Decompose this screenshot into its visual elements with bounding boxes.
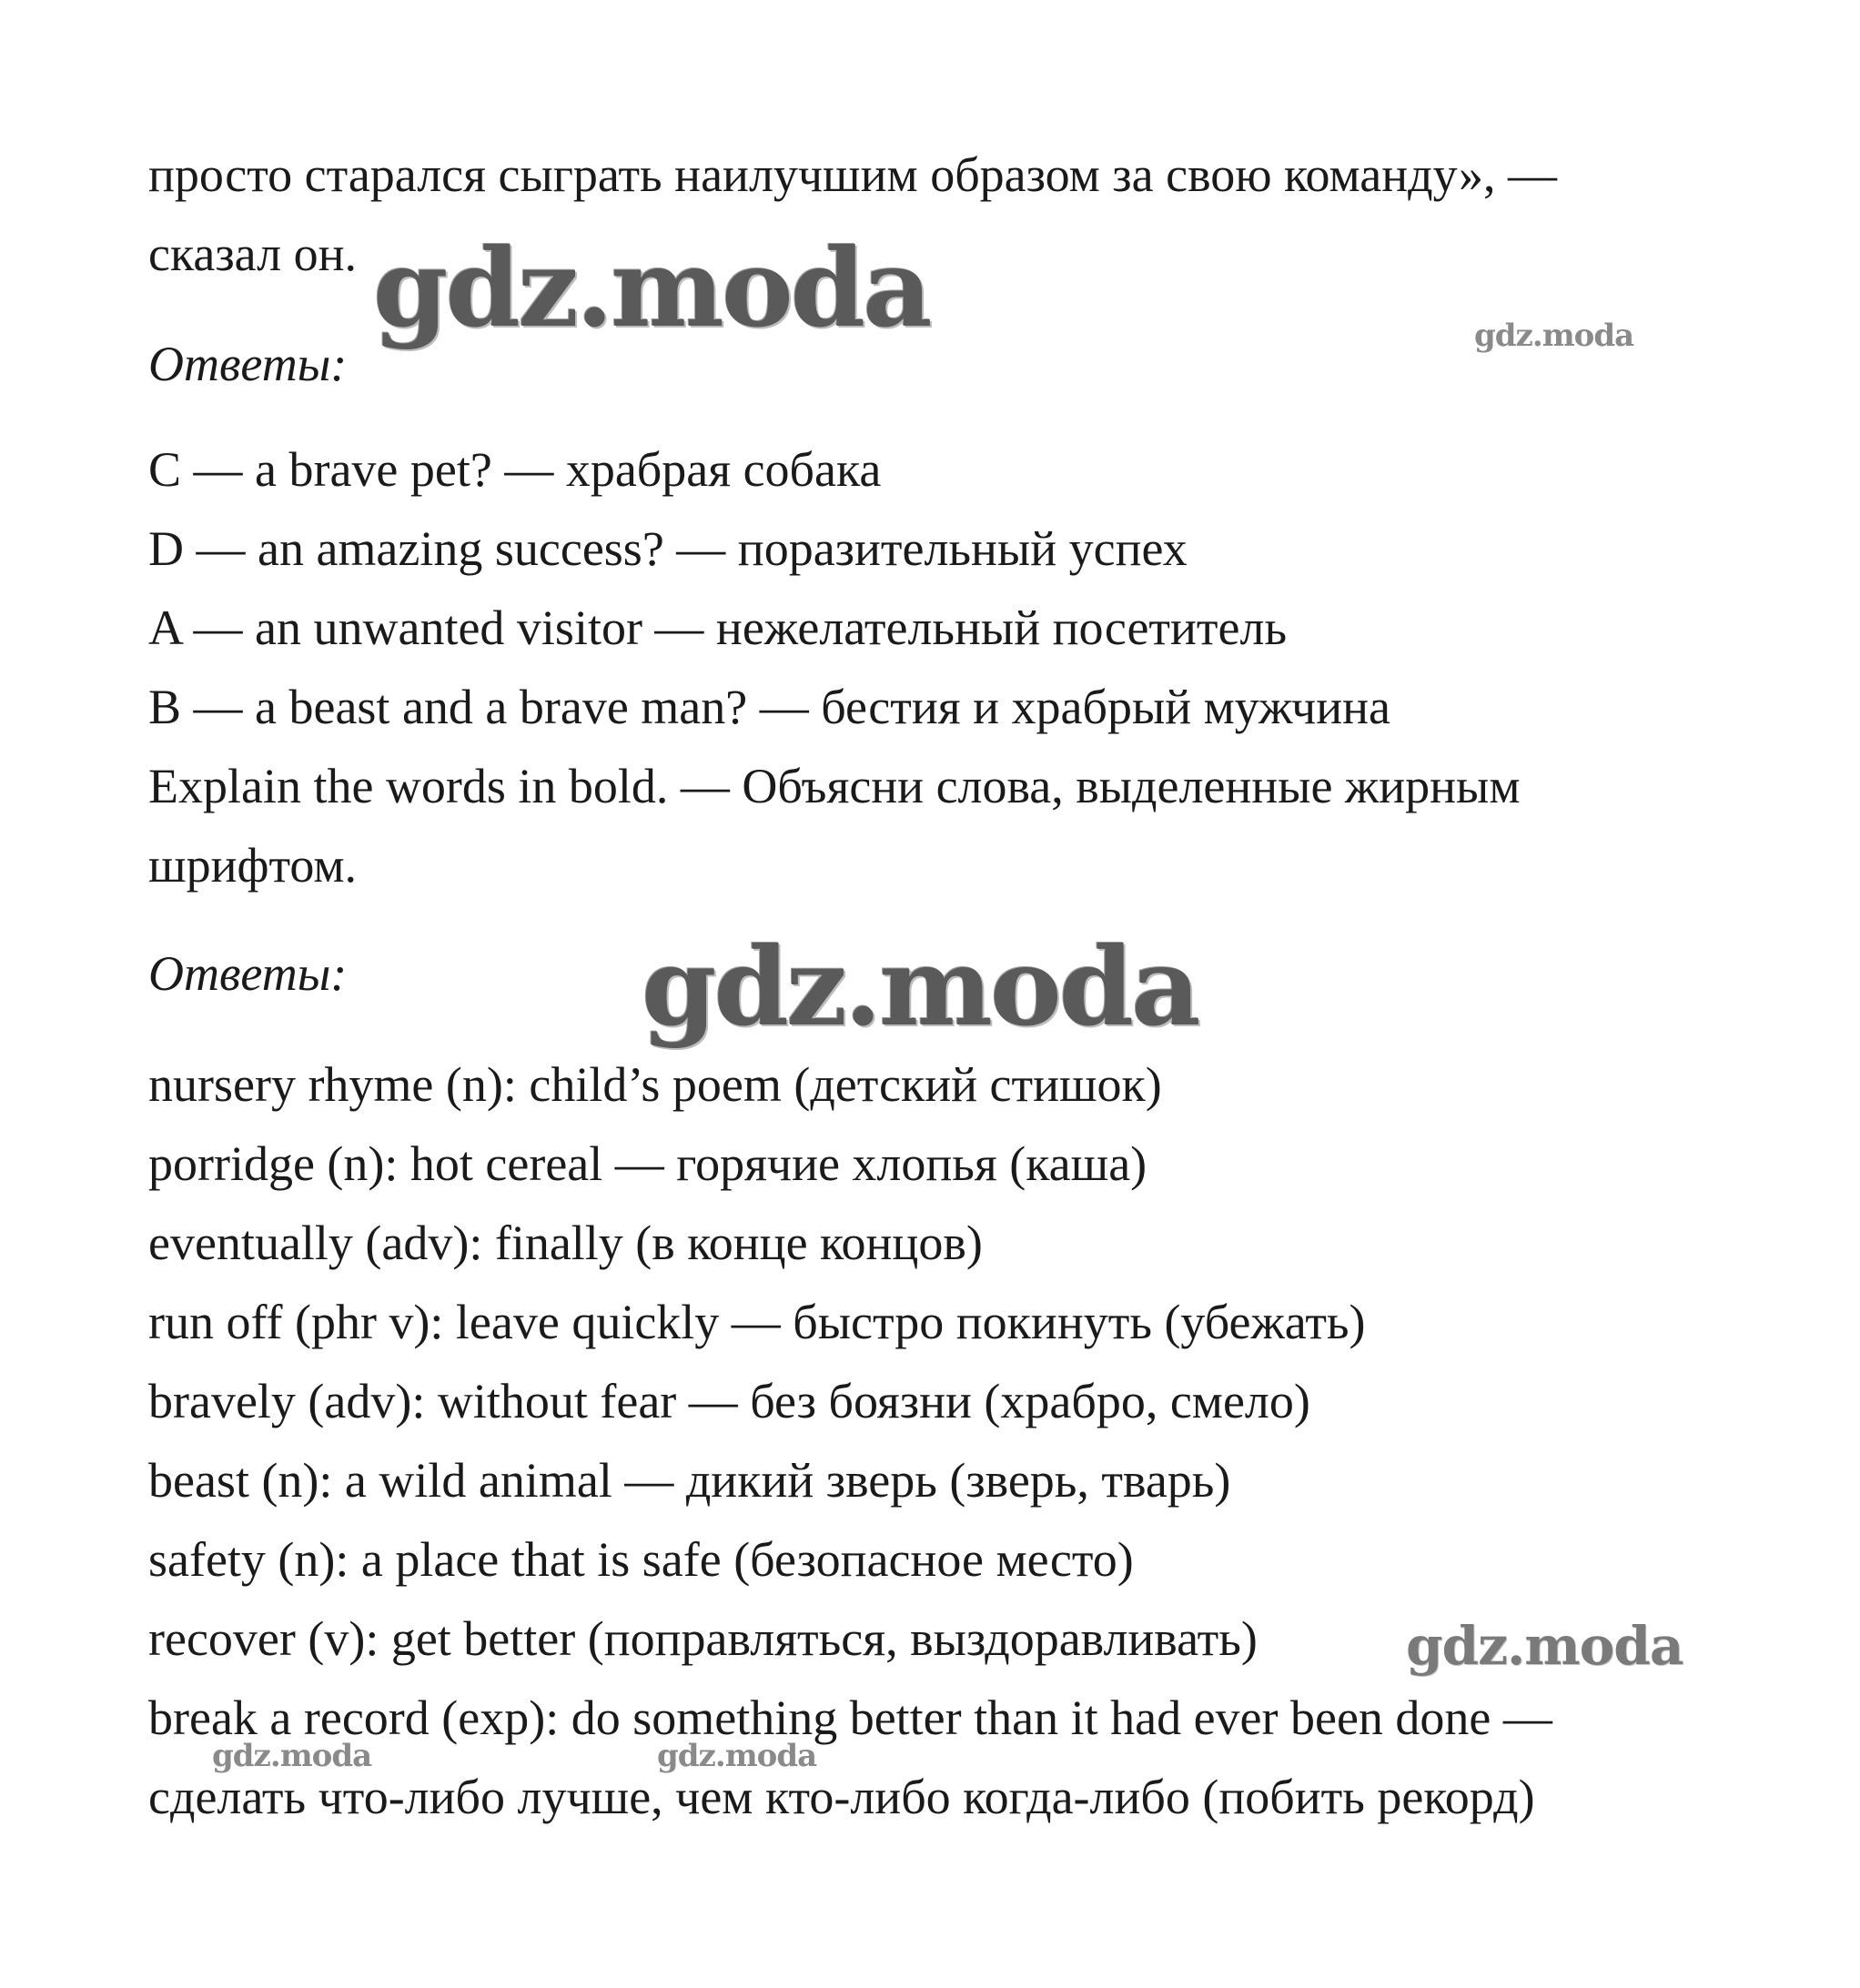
answer-item: D — an amazing success? — поразительный успех (148, 521, 1188, 576)
answer-item: B — a beast and a brave man? — бестия и храбрый мужчина (148, 680, 1390, 734)
intro-line-2: сказал он. (148, 227, 357, 281)
answer-item: A — an unwanted visitor — нежелательный посетитель (148, 600, 1288, 655)
vocab-entry: run off (phr v): leave quickly — быстро покинуть (убежать) (148, 1295, 1366, 1349)
vocab-entry: porridge (n): hot cereal — горячие хлопья (каша) (148, 1136, 1147, 1191)
vocab-entry: break a record (exp): do something better than it had ever been done — (148, 1690, 1552, 1745)
watermark-logo: gdz.moda (657, 1738, 817, 1774)
watermark-logo: gdz.moda (373, 225, 930, 351)
vocab-entry: nursery rhyme (n): child’s poem (детский стишок) (148, 1057, 1162, 1112)
vocab-entry: beast (n): a wild animal — дикий зверь (зверь, тварь) (148, 1453, 1231, 1508)
intro-line-1: просто старался сыграть наилучшим образом за свою команду», — (148, 147, 1557, 202)
answers-label-2: Ответы: (148, 946, 348, 1001)
vocab-entry: сделать что-либо лучше, чем кто-либо когда-либо (побить рекорд) (148, 1770, 1535, 1824)
answers-label-1: Ответы: (148, 337, 348, 391)
vocab-entry: eventually (adv): finally (в конце концов) (148, 1216, 983, 1270)
vocab-entry: bravely (adv): without fear — без боязни (храбро, смело) (148, 1374, 1310, 1428)
watermark-logo: gdz.moda (212, 1738, 372, 1774)
vocab-entry: safety (n): a place that is safe (безопасное место) (148, 1532, 1134, 1587)
answer-item: C — a brave pet? — храбрая собака (148, 442, 882, 497)
watermark-logo: gdz.moda (642, 923, 1198, 1050)
watermark-logo: gdz.moda (1406, 1615, 1683, 1677)
task-line-2: шрифтом. (148, 838, 357, 893)
vocab-entry: recover (v): get better (поправляться, выздоравливать) (148, 1611, 1258, 1666)
task-line-1: Explain the words in bold. — Объясни слова, выделенные жирным (148, 759, 1521, 813)
watermark-logo: gdz.moda (1474, 318, 1634, 354)
